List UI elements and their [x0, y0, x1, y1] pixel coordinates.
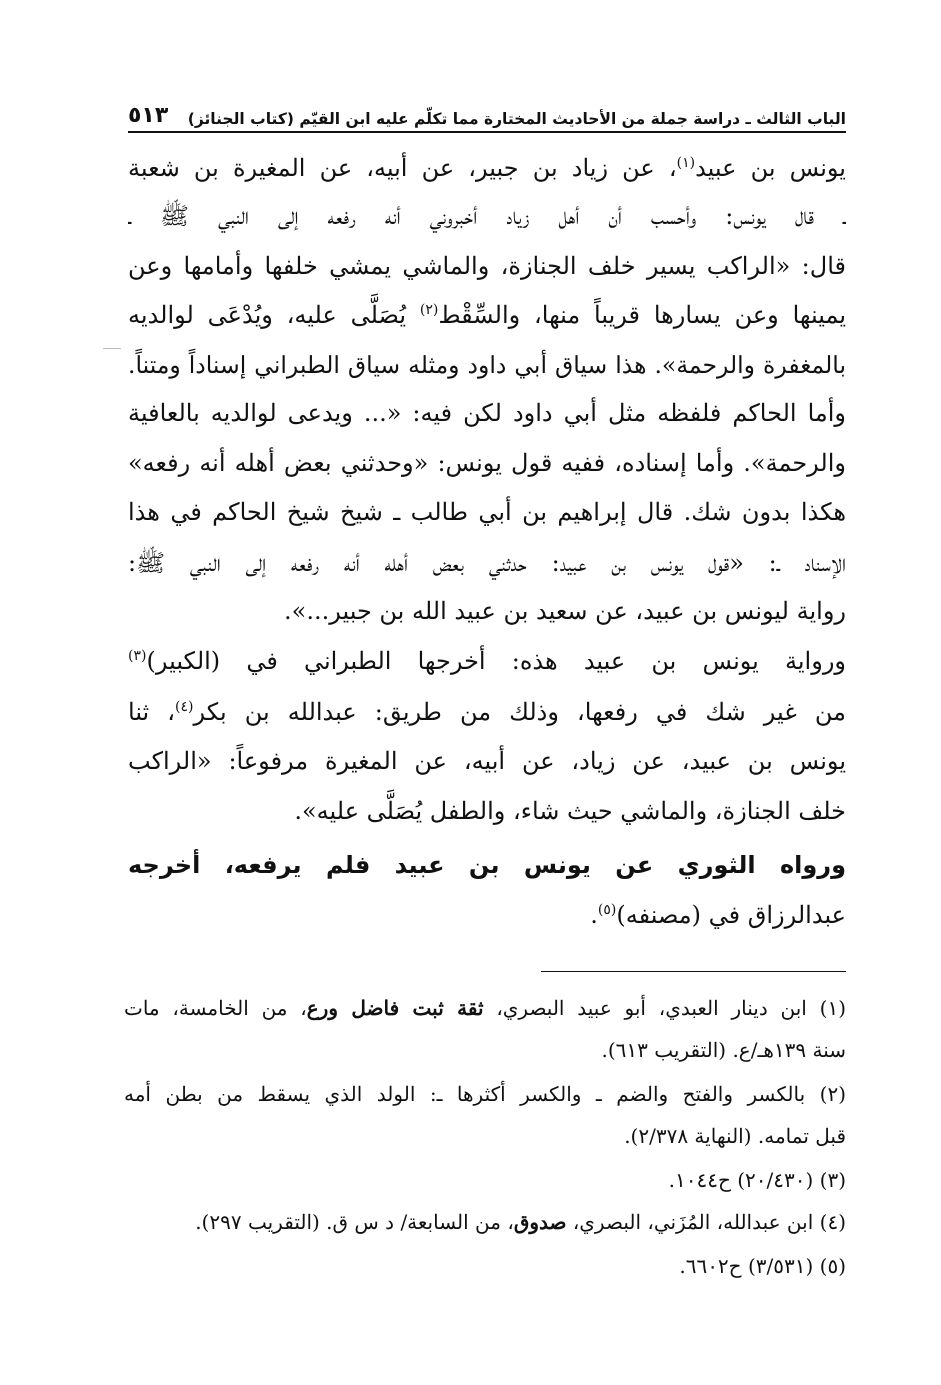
header-rule — [128, 131, 846, 133]
footnote-separator — [541, 971, 846, 972]
footnote-ref-1[interactable]: (١) — [676, 155, 696, 171]
text-line-13: يونس بن عبيد، عن زياد، عن أبيه، عن المغيرة مرفوعاً: «الراكب — [128, 747, 846, 775]
text-span: يُصَلَّى عليه، ويُدْعَى لوالديه — [128, 301, 420, 329]
footnote-3: (٣) (٢٠/٤٣٠) ح١٠٤٤. — [668, 1168, 846, 1192]
text-line-15: ورواه الثوري عن يونس بن عبيد فلم يرفعه، أخرجه — [128, 851, 846, 879]
margin-mark — [103, 348, 121, 349]
footnote-ref-4[interactable]: (٤) — [175, 699, 194, 715]
text-line-5: بالمغفرة والرحمة». هذا سياق أبي داود ومثله سياق الطبراني إسناداً ومتناً. — [128, 351, 846, 379]
text-span: ورواية يونس بن عبيد هذه: أخرجها الطبراني في (الكبير) — [146, 647, 846, 675]
footnote-ref-2[interactable]: (٢) — [419, 302, 439, 318]
grade-label: صدوق — [513, 1210, 567, 1234]
page-number: ٥١٣ — [128, 103, 169, 128]
text-span: عبدالرزاق في (مصنفه) — [616, 901, 846, 929]
footnote-2-cont: قبل تمامه. (النهاية ٢/٣٧٨). — [624, 1124, 846, 1148]
running-header — [128, 92, 846, 128]
text-span: . — [590, 901, 598, 929]
text-line-11 — [128, 638, 846, 684]
footnote-ref-5[interactable]: (٥) — [597, 902, 617, 918]
footnote-1 — [124, 988, 846, 1028]
text-span: ، من السابعة/ د س ق. (التقريب ٢٩٧). — [195, 1210, 514, 1234]
text-span: (٤) ابن عبدالله، المُزَني، البصري، — [566, 1210, 846, 1234]
text-line-14: خلف الجنازة، والماشي حيث شاء، والطفل يُصَلَّى عليه». — [294, 797, 846, 825]
text-span: ، ثنا — [128, 698, 176, 726]
text-line-10: رواية ليونس بن عبيد، عن سعيد بن عبيد الله بن جبير...». — [284, 597, 846, 625]
text-span: يونس بن عبيد — [695, 154, 846, 182]
footnote-ref-3[interactable]: (٣) — [128, 648, 147, 664]
text-span: يمينها وعن يسارها قريباً منها، والسِّقْط — [438, 301, 846, 329]
text-span: (١) ابن دينار العبدي، أبو عبيد البصري، — [483, 996, 846, 1020]
footnote-4 — [124, 1202, 846, 1242]
text-span: ، عن زياد بن جبير، عن أبيه، عن المغيرة بن شعبة — [128, 154, 677, 182]
header-title: الباب الثالث ـ دراسة جملة من الأحاديث المختارة مما تكلّم عليه ابن القيّم (كتاب الجنائز) — [187, 110, 846, 128]
text-line-16 — [128, 892, 846, 938]
text-line-8: هكذا بدون شك. قال إبراهيم بن أبي طالب ـ شيخ شيخ الحاكم في هذا — [128, 498, 846, 526]
text-line-9: الإسناد ـ: «قول يونس بن عبيد: حدثني بعض أهله أنه رفعه إلى النبي ﷺ: — [128, 549, 846, 577]
text-span: ، من الخامسة، مات — [124, 996, 307, 1020]
text-line-12 — [128, 689, 846, 735]
footnote-2: (٢) بالكسر والفتح والضم ـ والكسر أكثرها ـ: الولد الذي يسقط من بطن أمه — [124, 1082, 846, 1106]
footnote-1-cont: سنة ١٣٩هـ/ع. (التقريب ٦١٣). — [601, 1038, 846, 1062]
text-line-3: قال: «الراكب يسير خلف الجنازة، والماشي يمشي خلفها وأمامها وعن — [128, 252, 846, 280]
grade-label: ثقة ثبت فاضل ورع — [306, 996, 484, 1020]
footnote-5: (٥) (٣/٥٣١) ح٦٦٠٢. — [679, 1254, 846, 1278]
text-line-1 — [128, 145, 846, 191]
text-line-4 — [128, 292, 846, 338]
text-line-7: والرحمة». وأما إسناده، ففيه قول يونس: «وحدثني بعض أهله أنه رفعه» — [128, 449, 846, 477]
text-line-2: ـ قال يونس: وأحسب أن أهل زياد أخبروني أنه رفعه إلى النبي ﷺ ـ — [128, 202, 846, 230]
text-span: من غير شك في رفعها، وذلك من طريق: عبدالله بن بكر — [193, 698, 846, 726]
text-line-6: وأما الحاكم فلفظه مثل أبي داود لكن فيه: «... ويدعى لوالديه بالعافية — [128, 399, 846, 427]
